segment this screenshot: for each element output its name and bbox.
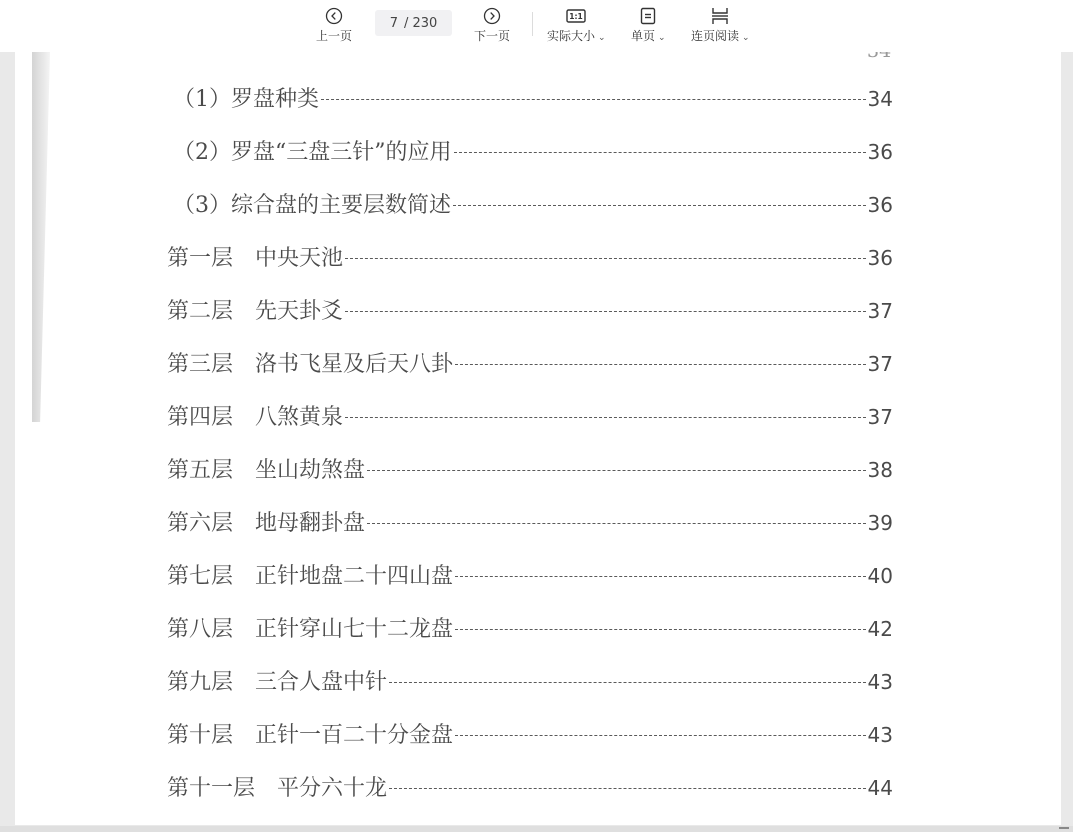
chevron-down-icon: ⌄ (658, 33, 666, 43)
toc-entry-title: （1）罗盘种类 (173, 87, 319, 112)
toc-entry-title: （2）罗盘“三盘三针”的应用 (173, 140, 452, 165)
actual-size-button[interactable] (547, 6, 606, 44)
toc-entry-page-number: 43 (867, 670, 893, 694)
prev-page-button[interactable] (316, 6, 352, 44)
next-page-button[interactable] (474, 6, 510, 44)
toc-entry-title: 第四层 八煞黄泉 (167, 405, 344, 430)
toc-entry-title: 第五层 坐山劫煞盘 (167, 458, 366, 483)
next-page-label: 下一页 (474, 29, 511, 43)
toc-entry[interactable] (167, 665, 893, 696)
toc-leader-dots (455, 363, 866, 365)
single-page-label: 单页 (631, 29, 656, 43)
total-pages: / 230 (403, 15, 438, 31)
page-number-input[interactable] (375, 10, 452, 36)
single-page-icon (640, 6, 656, 26)
toc-entry-page-number: 37 (867, 352, 893, 376)
toc-entry-page-number: 36 (867, 193, 893, 217)
toc-entry-title: 第九层 三合人盘中针 (167, 670, 388, 695)
document-page (15, 52, 1061, 825)
chevron-down-icon: ⌄ (742, 33, 750, 43)
toc-entry[interactable] (167, 506, 893, 537)
chevron-down-icon: ⌄ (598, 33, 606, 43)
toc-leader-dots (345, 257, 866, 259)
toc-entry-page-number: 42 (867, 617, 893, 641)
scrollbar-thumb[interactable] (1059, 827, 1069, 829)
toc-entry-page-number: 38 (867, 458, 893, 482)
current-page: 7 (389, 15, 398, 31)
toc-leader-dots (455, 734, 866, 736)
toc-entry[interactable] (167, 241, 893, 272)
bottom-scroll-area (0, 826, 1073, 832)
toc-entry-title: 第十层 正针一百二十分金盘 (167, 723, 454, 748)
page-scan-shadow (32, 52, 50, 422)
toc-leader-dots (345, 416, 866, 418)
toc-entry-title: （3）综合盘的主要层数简述 (173, 193, 451, 218)
continuous-read-button[interactable] (691, 6, 750, 44)
toc-entry[interactable] (173, 135, 893, 166)
toc-entry[interactable] (167, 453, 893, 484)
toc-entry-title: 第一层 中央天池 (167, 246, 344, 271)
toc-entry[interactable] (167, 612, 893, 643)
actual-size-label: 实际大小 (547, 29, 596, 43)
toc-entry[interactable] (173, 82, 893, 113)
toc-entry[interactable] (167, 400, 893, 431)
toc-entry[interactable] (167, 771, 893, 802)
toc-leader-dots (453, 204, 866, 206)
toc-entry-page-number: 39 (867, 511, 893, 535)
toc-entry-page-number: 34 (867, 87, 893, 111)
toc-entry-title: 第七层 正针地盘二十四山盘 (167, 564, 454, 589)
toc-entry[interactable] (173, 188, 893, 219)
chevron-left-circle-icon (325, 6, 343, 26)
toc-leader-dots (389, 681, 866, 683)
continuous-read-icon (711, 6, 729, 26)
toc-entry-page-number: 36 (867, 140, 893, 164)
toc-entry-page-number: 43 (867, 723, 893, 747)
toc-entry-page-number: 37 (867, 405, 893, 429)
toc-entry-title: 第二层 先天卦爻 (167, 299, 344, 324)
toc-leader-dots (321, 98, 866, 100)
toc-entry[interactable] (167, 347, 893, 378)
toc-entry-title: 第十一层 平分六十龙 (167, 776, 388, 801)
toc-entry-page-number: 36 (867, 246, 893, 270)
toc-leader-dots (367, 469, 866, 471)
toc-leader-dots (389, 787, 866, 789)
toc-leader-dots (454, 151, 866, 153)
svg-text:1:1: 1:1 (569, 12, 583, 22)
chevron-right-circle-icon (483, 6, 501, 26)
document-viewer[interactable] (0, 52, 1073, 832)
toc-leader-dots (455, 575, 866, 577)
toc-leader-dots (367, 522, 866, 524)
toolbar-divider (532, 12, 533, 36)
toc-entry[interactable] (167, 559, 893, 590)
single-page-button[interactable] (631, 6, 666, 44)
toc-entry[interactable] (167, 718, 893, 749)
toc-entry-title: 第八层 正针穿山七十二龙盘 (167, 617, 454, 642)
viewer-toolbar (0, 0, 1073, 52)
continuous-read-label: 连页阅读 (691, 29, 740, 43)
prev-page-label: 上一页 (316, 29, 353, 43)
toc-entry-title: 第六层 地母翻卦盘 (167, 511, 366, 536)
toc-leader-dots (345, 310, 866, 312)
toc-entry-title: 第三层 洛书飞星及后天八卦 (167, 352, 454, 377)
toc-entry-page-number: 40 (867, 564, 893, 588)
toc-entry[interactable] (167, 294, 893, 325)
toc-entry-page-number: 44 (867, 776, 893, 800)
actual-size-icon (566, 6, 586, 26)
toc-leader-dots (455, 628, 866, 630)
toc-entry-page-number: 37 (867, 299, 893, 323)
